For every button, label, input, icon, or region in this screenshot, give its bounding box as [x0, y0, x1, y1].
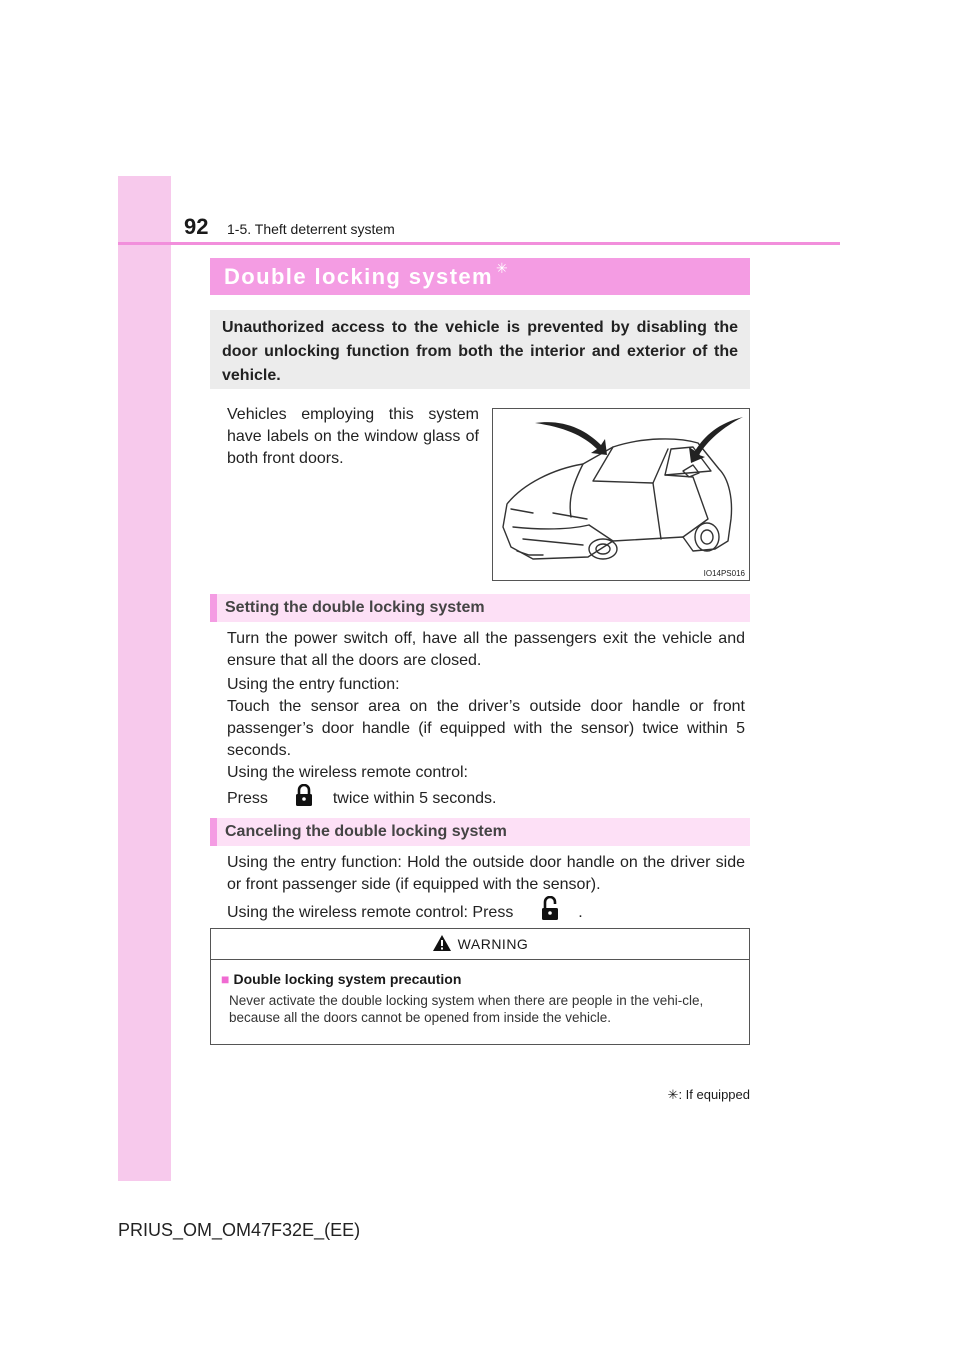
warning-item-body: Never activate the double locking system when there are people in the vehi-cle, because all the doors cannot be opened from inside the vehicle. [229, 993, 704, 1025]
warning-box [210, 928, 750, 1045]
canceling-entry-text: Using the entry function: Hold the outside door handle on the driver side or front passenger side (if equipped with the sensor). [227, 854, 745, 893]
if-equipped-marker: ✳ [496, 260, 508, 276]
car-illustration [493, 409, 749, 580]
canceling-remote-suffix: . [578, 904, 583, 921]
press-lock-line [227, 784, 745, 813]
page-title-bar [210, 258, 750, 295]
footnote-marker: ✳ [667, 1087, 679, 1102]
warning-item-title [221, 971, 461, 987]
canceling-remote-prefix: Using the wireless remote control: Press [227, 904, 514, 921]
canceling-instructions [227, 852, 745, 927]
left-margin-tab [118, 176, 171, 1181]
unlock-icon [540, 896, 560, 927]
page-number: 92 [184, 214, 209, 239]
warning-item-title-text: Double locking system precaution [233, 971, 462, 987]
lock-icon [294, 784, 314, 813]
header-rule [118, 242, 840, 245]
warning-title: WARNING [457, 936, 529, 952]
section-label: 1-5. Theft deterrent system [227, 221, 395, 237]
square-bullet-icon: ■ [221, 971, 230, 987]
footnote-text: : If equipped [678, 1087, 750, 1102]
intro-summary: Unauthorized access to the vehicle is prevented by disabling the door unlocking function from both the interior and exterior of the vehicle. [210, 310, 750, 389]
press-prefix: Press [227, 790, 268, 807]
press-suffix: twice within 5 seconds. [332, 790, 497, 807]
entry-function-label: Using the entry function: [227, 676, 400, 693]
remote-control-label: Using the wireless remote control: [227, 764, 468, 781]
car-figure [492, 408, 750, 581]
setting-intro: Turn the power switch off, have all the passengers exit the vehicle and ensure that all the doors are closed. [227, 630, 745, 669]
setting-heading: Setting the double locking system [210, 594, 750, 622]
canceling-heading: Canceling the double locking system [210, 818, 750, 846]
warning-header [211, 929, 749, 960]
page-title: Double locking system [224, 263, 494, 289]
figure-code: IO14PS016 [703, 569, 745, 578]
document-code-footer: PRIUS_OM_OM47F32E_(EE) [118, 1220, 361, 1240]
setting-instructions [227, 674, 745, 813]
footnote [668, 1087, 750, 1103]
entry-function-text: Touch the sensor area on the driver’s outside door handle or front passenger’s door handle (if equipped with the sensor) twice within 5 seconds. [227, 698, 745, 759]
warning-triangle-icon [432, 934, 452, 955]
canceling-remote-line [227, 896, 745, 927]
labels-paragraph: Vehicles employing this system have labels on the window glass of both front doors. [227, 406, 479, 467]
